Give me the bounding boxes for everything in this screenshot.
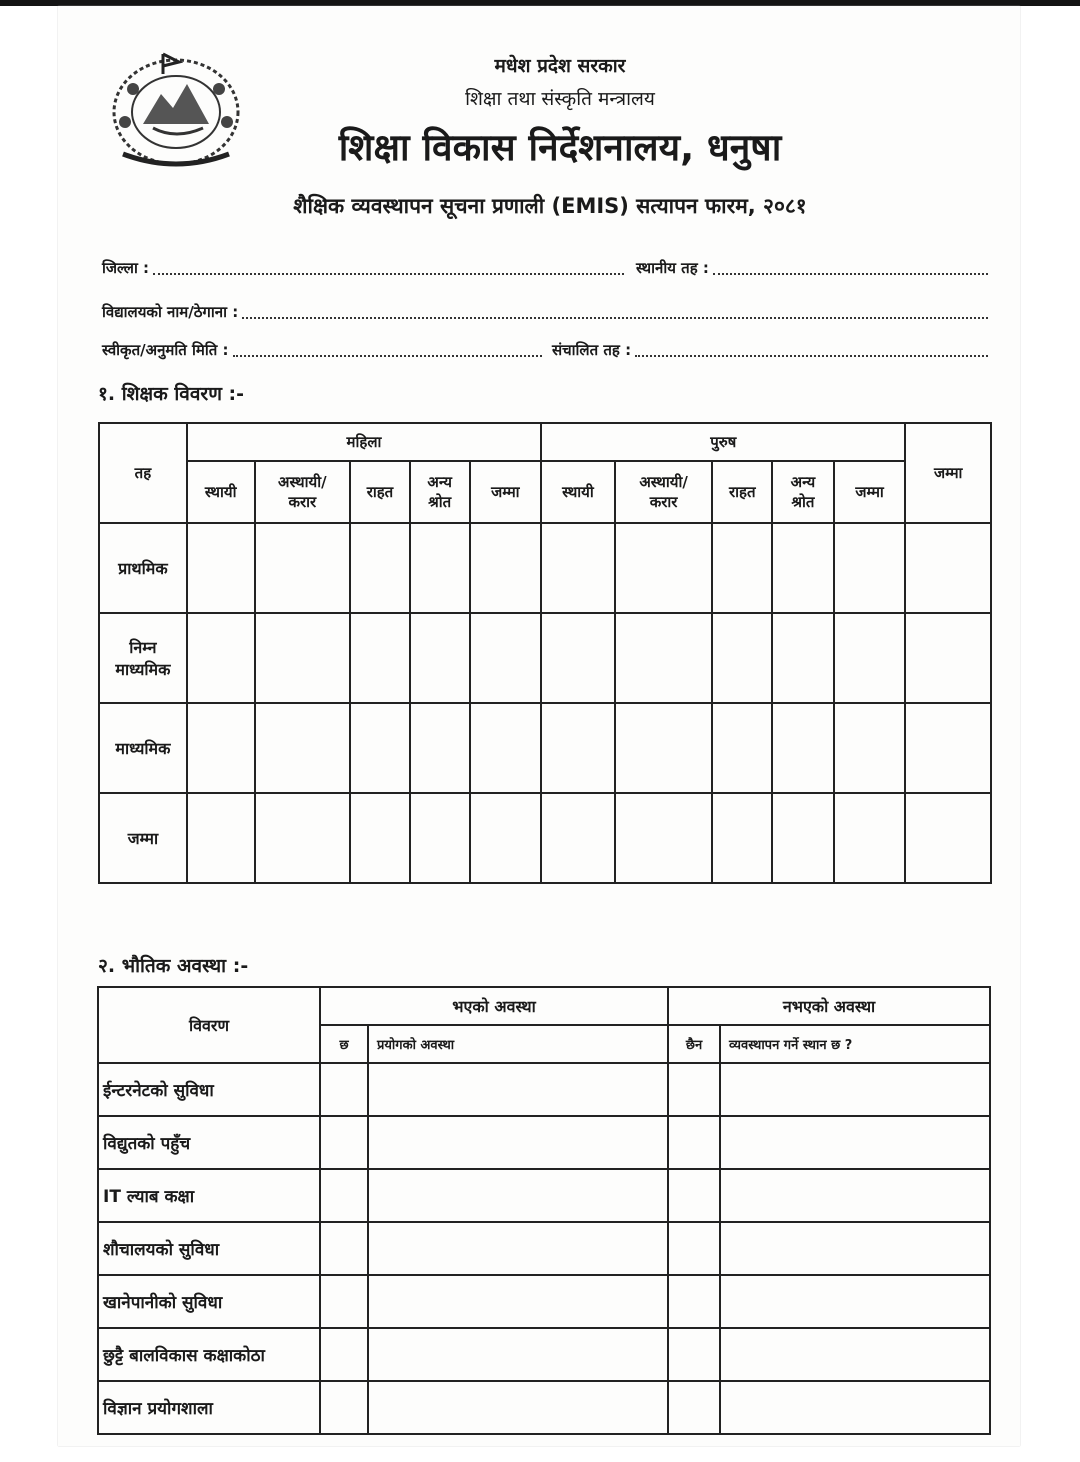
- input-cell[interactable]: [255, 793, 351, 883]
- row-label: खानेपानीको सुविधा: [98, 1275, 320, 1328]
- sub-other-source: अन्य श्रोत: [410, 461, 470, 523]
- input-cell[interactable]: [350, 523, 410, 613]
- input-cell[interactable]: [187, 523, 255, 613]
- input-cell[interactable]: [772, 613, 834, 703]
- input-cell[interactable]: [410, 793, 470, 883]
- col-detail: विवरण: [98, 987, 320, 1063]
- input-cell[interactable]: [320, 1063, 368, 1116]
- school-name-blank: [242, 305, 988, 319]
- input-cell[interactable]: [255, 703, 351, 793]
- input-cell[interactable]: [905, 613, 991, 703]
- input-cell[interactable]: [712, 613, 772, 703]
- input-cell[interactable]: [410, 703, 470, 793]
- approval-date-blank: [233, 343, 542, 357]
- input-cell[interactable]: [368, 1381, 668, 1434]
- table-row: [99, 793, 991, 883]
- sub-temporary: अस्थायी/ करार: [255, 461, 351, 523]
- row-label: IT ल्याब कक्षा: [98, 1169, 320, 1222]
- approval-date-field: [102, 340, 546, 360]
- input-cell[interactable]: [712, 523, 772, 613]
- row-label: प्राथमिक: [99, 523, 187, 613]
- input-cell[interactable]: [410, 523, 470, 613]
- input-cell[interactable]: [350, 793, 410, 883]
- input-cell[interactable]: [320, 1116, 368, 1169]
- section1-title: १. शिक्षक विवरण :-: [98, 383, 245, 405]
- sub-permanent: स्थायी: [187, 461, 255, 523]
- input-cell[interactable]: [615, 613, 713, 703]
- row-label: निम्न माध्यमिक: [99, 613, 187, 703]
- input-cell[interactable]: [368, 1222, 668, 1275]
- input-cell[interactable]: [720, 1328, 990, 1381]
- sub-permanent: स्थायी: [541, 461, 615, 523]
- input-cell[interactable]: [320, 1222, 368, 1275]
- group-male: पुरुष: [541, 423, 905, 461]
- table-row: [98, 1116, 990, 1169]
- input-cell[interactable]: [470, 703, 542, 793]
- group-female: महिला: [187, 423, 541, 461]
- section2-title: २. भौतिक अवस्था :-: [98, 955, 249, 977]
- input-cell[interactable]: [668, 1275, 720, 1328]
- table-row: [98, 1222, 990, 1275]
- input-cell[interactable]: [834, 793, 906, 883]
- operating-level-blank: [635, 343, 988, 357]
- teacher-details-table: [98, 422, 992, 884]
- row-label: जम्मा: [99, 793, 187, 883]
- operating-level-label: संचालित तह :: [552, 341, 632, 359]
- input-cell[interactable]: [368, 1169, 668, 1222]
- province-name: मधेश प्रदेश सरकार: [494, 55, 626, 77]
- input-cell[interactable]: [615, 793, 713, 883]
- sub-total: जम्मा: [470, 461, 542, 523]
- input-cell[interactable]: [320, 1381, 368, 1434]
- school-name-label: विद्यालयको नाम/ठेगाना :: [102, 303, 239, 321]
- col-total: जम्मा: [905, 423, 991, 523]
- input-cell[interactable]: [772, 793, 834, 883]
- table-row: [98, 1328, 990, 1381]
- input-cell[interactable]: [712, 703, 772, 793]
- group-unavailable: नभएको अवस्था: [668, 987, 990, 1025]
- input-cell[interactable]: [368, 1328, 668, 1381]
- input-cell[interactable]: [720, 1116, 990, 1169]
- row-label: शौचालयको सुविधा: [98, 1222, 320, 1275]
- input-cell[interactable]: [368, 1275, 668, 1328]
- group-available: भएको अवस्था: [320, 987, 668, 1025]
- input-cell[interactable]: [187, 703, 255, 793]
- local-level-label: स्थानीय तह :: [636, 259, 709, 277]
- input-cell[interactable]: [720, 1381, 990, 1434]
- physical-status-table: [97, 986, 991, 1435]
- sub-other-source: अन्य श्रोत: [772, 461, 834, 523]
- input-cell[interactable]: [368, 1116, 668, 1169]
- input-cell[interactable]: [320, 1169, 368, 1222]
- input-cell[interactable]: [541, 703, 615, 793]
- input-cell[interactable]: [320, 1328, 368, 1381]
- district-field: [102, 258, 628, 278]
- row-label: छुट्टै बालविकास कक्षाकोठा: [98, 1328, 320, 1381]
- sub-usage-status: प्रयोगको अवस्था: [368, 1025, 668, 1063]
- input-cell[interactable]: [668, 1328, 720, 1381]
- table-row: [98, 1275, 990, 1328]
- sub-management-space: व्यवस्थापन गर्ने स्थान छ ?: [720, 1025, 990, 1063]
- row-label: विज्ञान प्रयोगशाला: [98, 1381, 320, 1434]
- ministry-name: शिक्षा तथा संस्कृति मन्त्रालय: [465, 88, 655, 110]
- input-cell[interactable]: [615, 703, 713, 793]
- input-cell[interactable]: [772, 523, 834, 613]
- table-row: [99, 613, 991, 703]
- input-cell[interactable]: [720, 1169, 990, 1222]
- input-cell[interactable]: [350, 613, 410, 703]
- row-label: माध्यमिक: [99, 703, 187, 793]
- input-cell[interactable]: [255, 613, 351, 703]
- row-label: विद्युतको पहुँच: [98, 1116, 320, 1169]
- input-cell[interactable]: [350, 703, 410, 793]
- input-cell[interactable]: [668, 1116, 720, 1169]
- table-row: [98, 1169, 990, 1222]
- input-cell[interactable]: [712, 793, 772, 883]
- input-cell[interactable]: [541, 793, 615, 883]
- col-level: तह: [99, 423, 187, 523]
- table-row: [99, 703, 991, 793]
- operating-level-field: [552, 340, 992, 360]
- sub-temporary: अस्थायी/ करार: [615, 461, 713, 523]
- input-cell[interactable]: [320, 1275, 368, 1328]
- input-cell[interactable]: [668, 1063, 720, 1116]
- input-cell[interactable]: [187, 613, 255, 703]
- input-cell[interactable]: [905, 703, 991, 793]
- input-cell[interactable]: [720, 1063, 990, 1116]
- sub-yes: छ: [320, 1025, 368, 1063]
- input-cell[interactable]: [834, 523, 906, 613]
- input-cell[interactable]: [668, 1169, 720, 1222]
- approval-date-label: स्वीकृत/अनुमति मिति :: [102, 341, 229, 359]
- input-cell[interactable]: [720, 1275, 990, 1328]
- input-cell[interactable]: [470, 793, 542, 883]
- district-label: जिल्ला :: [102, 259, 150, 277]
- sub-total: जम्मा: [834, 461, 906, 523]
- form-title: शैक्षिक व्यवस्थापन सूचना प्रणाली (EMIS) सत्यापन फारम, २०८१: [293, 194, 807, 218]
- table-row: [98, 1381, 990, 1434]
- table-row: [99, 523, 991, 613]
- input-cell[interactable]: [772, 703, 834, 793]
- sub-no: छैन: [668, 1025, 720, 1063]
- input-cell[interactable]: [720, 1222, 990, 1275]
- sub-relief: राहत: [350, 461, 410, 523]
- directorate-name: शिक्षा विकास निर्देशनालय, धनुषा: [338, 126, 782, 169]
- input-cell[interactable]: [470, 613, 542, 703]
- input-cell[interactable]: [668, 1222, 720, 1275]
- input-cell[interactable]: [541, 613, 615, 703]
- sub-relief: राहत: [712, 461, 772, 523]
- input-cell[interactable]: [615, 523, 713, 613]
- school-name-field: [102, 302, 992, 322]
- input-cell[interactable]: [187, 793, 255, 883]
- input-cell[interactable]: [834, 613, 906, 703]
- local-level-field: [636, 258, 992, 278]
- row-label: ईन्टरनेटको सुविधा: [98, 1063, 320, 1116]
- input-cell[interactable]: [834, 703, 906, 793]
- table-row: [98, 1063, 990, 1116]
- input-cell[interactable]: [470, 523, 542, 613]
- input-cell[interactable]: [905, 523, 991, 613]
- input-cell[interactable]: [905, 793, 991, 883]
- input-cell[interactable]: [668, 1381, 720, 1434]
- district-blank: [153, 261, 624, 275]
- input-cell[interactable]: [541, 523, 615, 613]
- local-level-blank: [713, 261, 988, 275]
- input-cell[interactable]: [368, 1063, 668, 1116]
- input-cell[interactable]: [255, 523, 351, 613]
- input-cell[interactable]: [410, 613, 470, 703]
